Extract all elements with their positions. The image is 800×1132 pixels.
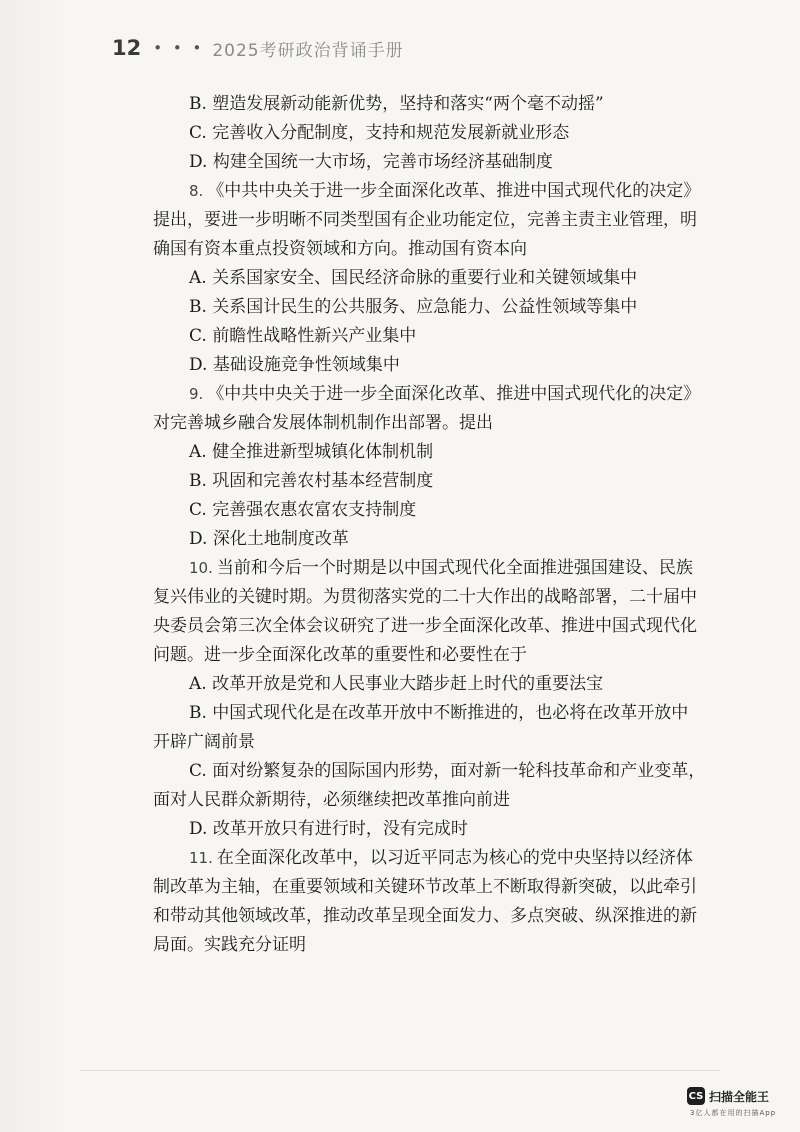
line-text: D. 深化土地制度改革 (189, 529, 349, 549)
option-line (153, 496, 698, 525)
line-text: 提出，要进一步明晰不同类型国有企业功能定位，完善主责主业管理，明 (153, 210, 697, 230)
line-text: A. 健全推进新型城镇化体制机制 (189, 442, 434, 462)
option-continuation (153, 728, 698, 757)
line-text: 当前和今后一个时期是以中国式现代化全面推进强国建设、民族 (216, 558, 693, 578)
line-text: 面对人民群众新期待，必须继续把改革推向前进 (153, 790, 510, 810)
line-text: C. 前瞻性战略性新兴产业集中 (189, 326, 417, 346)
scanner-watermark (687, 1087, 769, 1105)
line-text: 《中共中央关于进一步全面深化改革、推进中国式现代化的决定》 (207, 181, 701, 201)
line-text: 在全面深化改革中，以习近平同志为核心的党中央坚持以经济体 (216, 848, 693, 868)
option-line (153, 525, 698, 554)
question-number: 10. (189, 559, 213, 577)
line-text: 和带动其他领域改革，推动改革呈现全面发力、多点突破、纵深推进的新 (153, 906, 697, 926)
option-line (153, 264, 698, 293)
line-text: 《中共中央关于进一步全面深化改革、推进中国式现代化的决定》 (207, 384, 701, 404)
question-11-stem (153, 844, 698, 873)
option-line (153, 293, 698, 322)
line-text: B. 关系国计民生的公共服务、应急能力、公益性领域等集中 (189, 297, 638, 317)
option-line (153, 351, 698, 380)
question-stem-line (153, 873, 698, 902)
header-dots: • • • (153, 39, 205, 57)
option-continuation (153, 786, 698, 815)
option-line (153, 757, 706, 786)
question-8-stem (153, 177, 701, 206)
line-text: C. 完善收入分配制度，支持和规范发展新就业形态 (189, 123, 570, 143)
line-text: B. 中国式现代化是在改革开放中不断推进的，也必将在改革开放中 (189, 703, 689, 723)
option-line (153, 670, 698, 699)
question-stem-line (153, 641, 698, 670)
option-line (153, 699, 698, 728)
option-line (153, 119, 698, 148)
line-text: 确国有资本重点投资领域和方向。推动国有资本向 (153, 239, 527, 259)
question-stem-line (153, 931, 698, 960)
line-text: 局面。实践充分证明 (153, 935, 306, 955)
option-line (153, 148, 698, 177)
line-text: 问题。进一步全面深化改革的重要性和必要性在于 (153, 645, 527, 665)
book-title: 2025考研政治背诵手册 (212, 40, 404, 61)
page-header (112, 30, 404, 66)
line-text: B. 塑造发展新动能新优势，坚持和落实“两个毫不动摇” (189, 94, 604, 114)
line-text: D. 改革开放只有进行时，没有完成时 (189, 819, 468, 839)
line-text: C. 完善强农惠农富农支持制度 (189, 500, 417, 520)
question-number: 8. (189, 182, 204, 200)
line-text: 对完善城乡融合发展体制机制作出部署。提出 (153, 413, 493, 433)
option-line (153, 815, 698, 844)
option-line (153, 322, 698, 351)
question-stem-line (153, 583, 698, 612)
line-text: A. 改革开放是党和人民事业大踏步赶上时代的重要法宝 (189, 674, 604, 694)
line-text: C. 面对纷繁复杂的国际国内形势，面对新一轮科技革命和产业变革， (189, 761, 706, 781)
question-stem-line (153, 206, 698, 235)
question-stem-line (153, 235, 698, 264)
question-stem-line (153, 902, 698, 931)
camscanner-icon: CS (687, 1087, 705, 1105)
question-10-stem (153, 554, 698, 583)
option-line (153, 467, 698, 496)
line-text: A. 关系国家安全、国民经济命脉的重要行业和关键领域集中 (189, 268, 638, 288)
question-number: 9. (189, 385, 204, 403)
line-text: D. 构建全国统一大市场，完善市场经济基础制度 (189, 152, 553, 172)
page-number: 12 (112, 36, 142, 60)
watermark-subtitle: 3亿人都在用的扫描App (690, 1109, 777, 1117)
option-line (153, 438, 698, 467)
question-stem-line (153, 612, 698, 641)
page-content (153, 90, 706, 960)
page-shadow (0, 0, 70, 1132)
question-9-stem (153, 380, 701, 409)
question-number: 11. (189, 849, 213, 867)
footer-rule (80, 1070, 720, 1071)
line-text: D. 基础设施竞争性领域集中 (189, 355, 400, 375)
line-text: 复兴伟业的关键时期。为贯彻落实党的二十大作出的战略部署，二十届中 (153, 587, 697, 607)
line-text: 制改革为主轴，在重要领域和关键环节改革上不断取得新突破，以此牵引 (153, 877, 697, 897)
option-line (153, 90, 698, 119)
watermark-name: 扫描全能王 (709, 1089, 770, 1104)
line-text: B. 巩固和完善农村基本经营制度 (189, 471, 434, 491)
line-text: 开辟广阔前景 (153, 732, 255, 752)
question-stem-line (153, 409, 698, 438)
line-text: 央委员会第三次全体会议研究了进一步全面深化改革、推进中国式现代化 (153, 616, 697, 636)
